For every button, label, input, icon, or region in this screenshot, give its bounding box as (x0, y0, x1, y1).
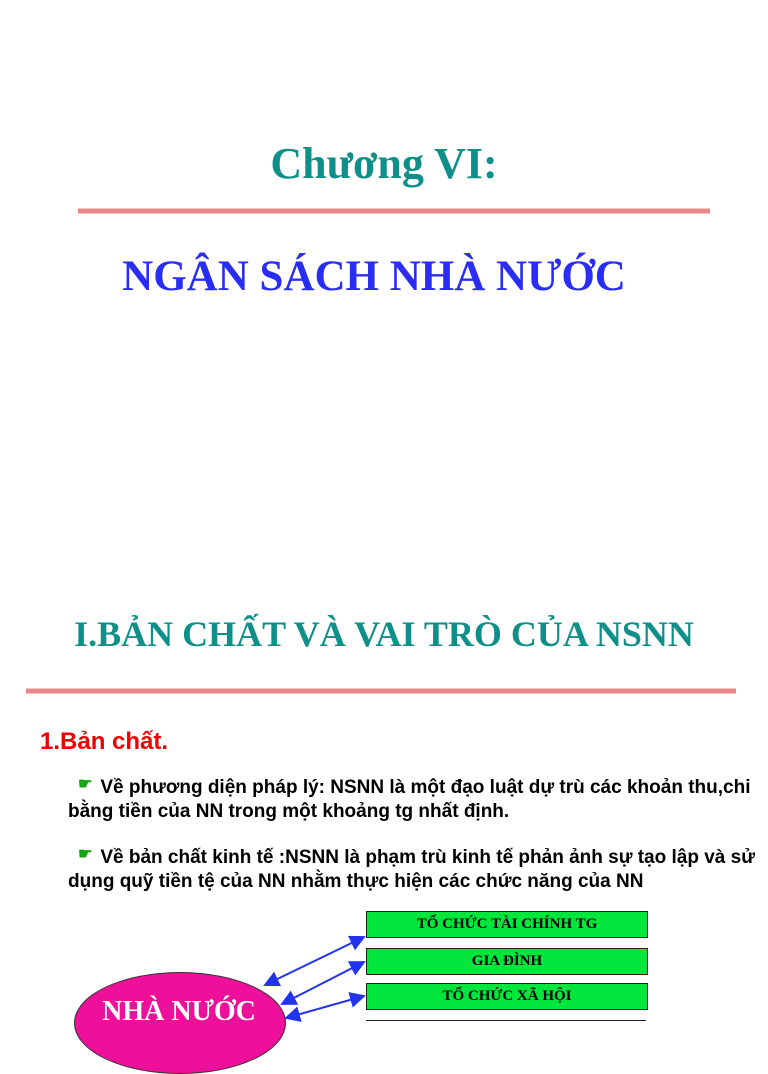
diagram-box: TỔ CHỨC TÀI CHÍNH TG (366, 911, 648, 938)
section-title: I.BẢN CHẤT VÀ VAI TRÒ CỦA NSNN (74, 614, 694, 654)
page-title: NGÂN SÁCH NHÀ NƯỚC (122, 253, 626, 300)
sub-heading: 1.Bản chất. (40, 728, 169, 755)
pointing-hand-icon: ☛ (78, 846, 93, 863)
diagram-box: TỔ CHỨC XÃ HỘI (366, 983, 648, 1010)
bullet-text: Về phương diện pháp lý: NSNN là một đạo luật dự trù các khoản thu,chi bằng tiền của NN trong một khoảng tg nhất định. (68, 777, 751, 822)
center-label: NHÀ NƯỚC (102, 996, 256, 1027)
bullet-text: Về bản chất kinh tế :NSNN là phạm trù kinh tế phản ảnh sự tạo lập và sử dụng quỹ tiền tệ của NN nhằm thực hiện các chức năng của NN (68, 847, 755, 892)
pointing-hand-icon: ☛ (78, 776, 93, 793)
arrow-to-box-2 (282, 962, 364, 1004)
chapter-title: Chương VI: (270, 139, 498, 188)
diagram-box: GIA ĐÌNH (366, 948, 648, 975)
arrow-to-box-1 (265, 937, 364, 985)
arrow-to-box-3 (286, 996, 364, 1018)
